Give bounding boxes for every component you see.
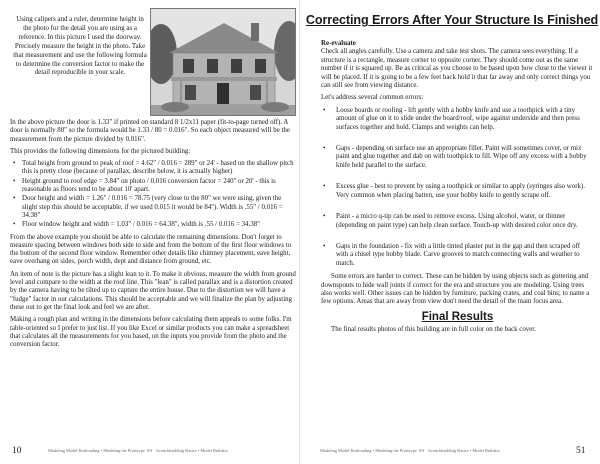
list-item: • Floor window height and width = 1.03" / 0.016 = 64.38", width is .55 / 0.016 = 34.38" xyxy=(22,221,296,229)
list-item: • Total height from ground to peak of roof = 4.62" / 0.016 = 289" or 24' - based on the shallow pitch this is pretty close (because of parallax, describe below, it is actually higher) xyxy=(22,160,296,177)
list-item: • Gaps in the foundation - fix with a little tinted plaster put in the gap and then scraped off with a chisel type hobby blade. Carve grooves to match connecting walls and weather to match. xyxy=(336,243,594,268)
final-results-heading: Final Results xyxy=(421,310,494,323)
left-body-text xyxy=(10,119,296,353)
dimensions-intro: This provides the following dimensions for the pictured building: xyxy=(10,147,191,155)
hidden-errors-paragraph: Some errors are harder to correct. These can be hidden by using objects such as guttering and downspouts to hide wall joints if correct for the era and structure you are modeling. Using trees also works well. Other issues can be hidden by furniture, packing crates, and coal bins; to name a few options. Areas that are away from view don't need the detail of the main focus area. xyxy=(321,273,590,306)
right-footer: Modeling Model Railroading • Modeling the Prototype 101 · Scratchbuilding Basics • Model Builders xyxy=(320,448,500,453)
dimensions-list xyxy=(10,160,296,229)
parallax-paragraph: An item of note is the picture has a slight lean to it. To make it obvious, measure the width from ground level and compare to the width at the roof line. This "lean" is called parallax and is a distortion created by the camera having to be tilted up to capture the entire house. Due to the distortion we will have a "fudge" factor in our calculations. This should be acceptable and we will finalize the plan by adjusting these out to get the final look and feel we are after. xyxy=(10,270,296,311)
list-item: • Door height and width = 1.26" / 0.016 = 78.75 (very close to the 80" we were using, given the slight step this should be acceptable, if we used 0.015 it would be 84"). Width is .55" / 0.016 = 34.38" xyxy=(22,195,296,220)
errors-lead: Let's address several common errors: xyxy=(321,94,424,102)
reevaluate-heading: Re-evaluate xyxy=(321,40,356,47)
left-page-number: 10 xyxy=(12,446,22,456)
errors-list xyxy=(321,107,594,268)
reevaluate-paragraph: Check all angles carefully. Use a camera and take test shots. The camera sees everything. If a structure is a rectangle, measure corner to opposite corner. They should come out as the same number if it is squared up. Be as critical as you choose to be based upon how close to the viewer it will be placed. If it is going to be a few feet back hold it that far away and only correct things you can still see from viewing distance. xyxy=(321,48,593,90)
list-item: • Excess glue - best to prevent by using a toothpick or similar to apply (syringes also work). Very common when placing batten, use your hobby knife to gently scrape off. xyxy=(336,183,594,200)
list-item: • Gaps - depending on surface use an appropriate filler. Paint will sometimes cover, or mix paint and glue together and dab on with toothpick to fill. Wipe off any excess with a hobby knife held parallel to the surface. xyxy=(336,145,594,170)
left-footer: Modeling Model Railroading • Modeling the Prototype 101 · Scratchbuilding Basics • Model Builders xyxy=(48,448,228,453)
door-formula-paragraph: In the above picture the door is 1.33" if printed on standard 8 1/2x11 paper (fit-to-page turned off). A door is normally 80" so the formula would be 1.33 / 80 = 0.016". So each object measured will be the measurement from the picture divided by 0.016". xyxy=(10,119,290,143)
house-photo xyxy=(150,8,296,116)
photo-caption: Using calipers and a ruler, determine height in the photo for the detail you are using as a reference. In this picture I used the doorway. Precisely measure the height in the photo. Take that measurement and use the following formula to determine the conversion factor to make the detail reproducible in your scale. xyxy=(13,16,147,77)
remaining-dimensions-paragraph: From the above example you should be able to calculate the remaining dimensions. Don't forget to measure spacing between windows both side to side and from the bottom of the first floor windows to the bottom of the second floor window. Remember other details like chimney placement, eave height, eave overhang on sides, porch width, dept and distance from ground, etc. xyxy=(10,233,292,266)
final-results-text: The final results photos of this building are in full color on the back cover. xyxy=(331,326,536,334)
list-item: • Height ground to roof edge = 3.84" on photo / 0.016 conversion factor = 240" or 20' - this is reasonable as floors tend to be about 10' apart. xyxy=(22,178,296,195)
right-page-number: 51 xyxy=(576,446,586,456)
right-body-text xyxy=(321,40,594,339)
rough-plan-paragraph: Making a rough plan and writing in the dimensions before calculating them appeals to some folks. I'm table-oriented so I prefer to just list. If you like Excel or similar products you can make a spreadsheet that calculates all the measurements for you based, on the inputs you provide from the photo and the conversion factor. xyxy=(10,316,292,349)
list-item: • Paint - a micro q-tip can be used to remove excess. Using alcohol, water, or thinner (depending on paint type) can help clean surface. Touch-up with desired color once dry. xyxy=(336,213,594,230)
chapter-title: Correcting Errors After Your Structure Is Finished xyxy=(305,13,599,27)
list-item: • Loose boards or roofing - lift gently with a hobby knife and use a toothpick with a tiny amount of glue on it to slide under the board/roof, wipe against underside and then press surfaces together and hold. Clamps and weights can help. xyxy=(336,107,594,132)
right-page xyxy=(300,0,600,464)
house-photo-image xyxy=(151,9,296,116)
